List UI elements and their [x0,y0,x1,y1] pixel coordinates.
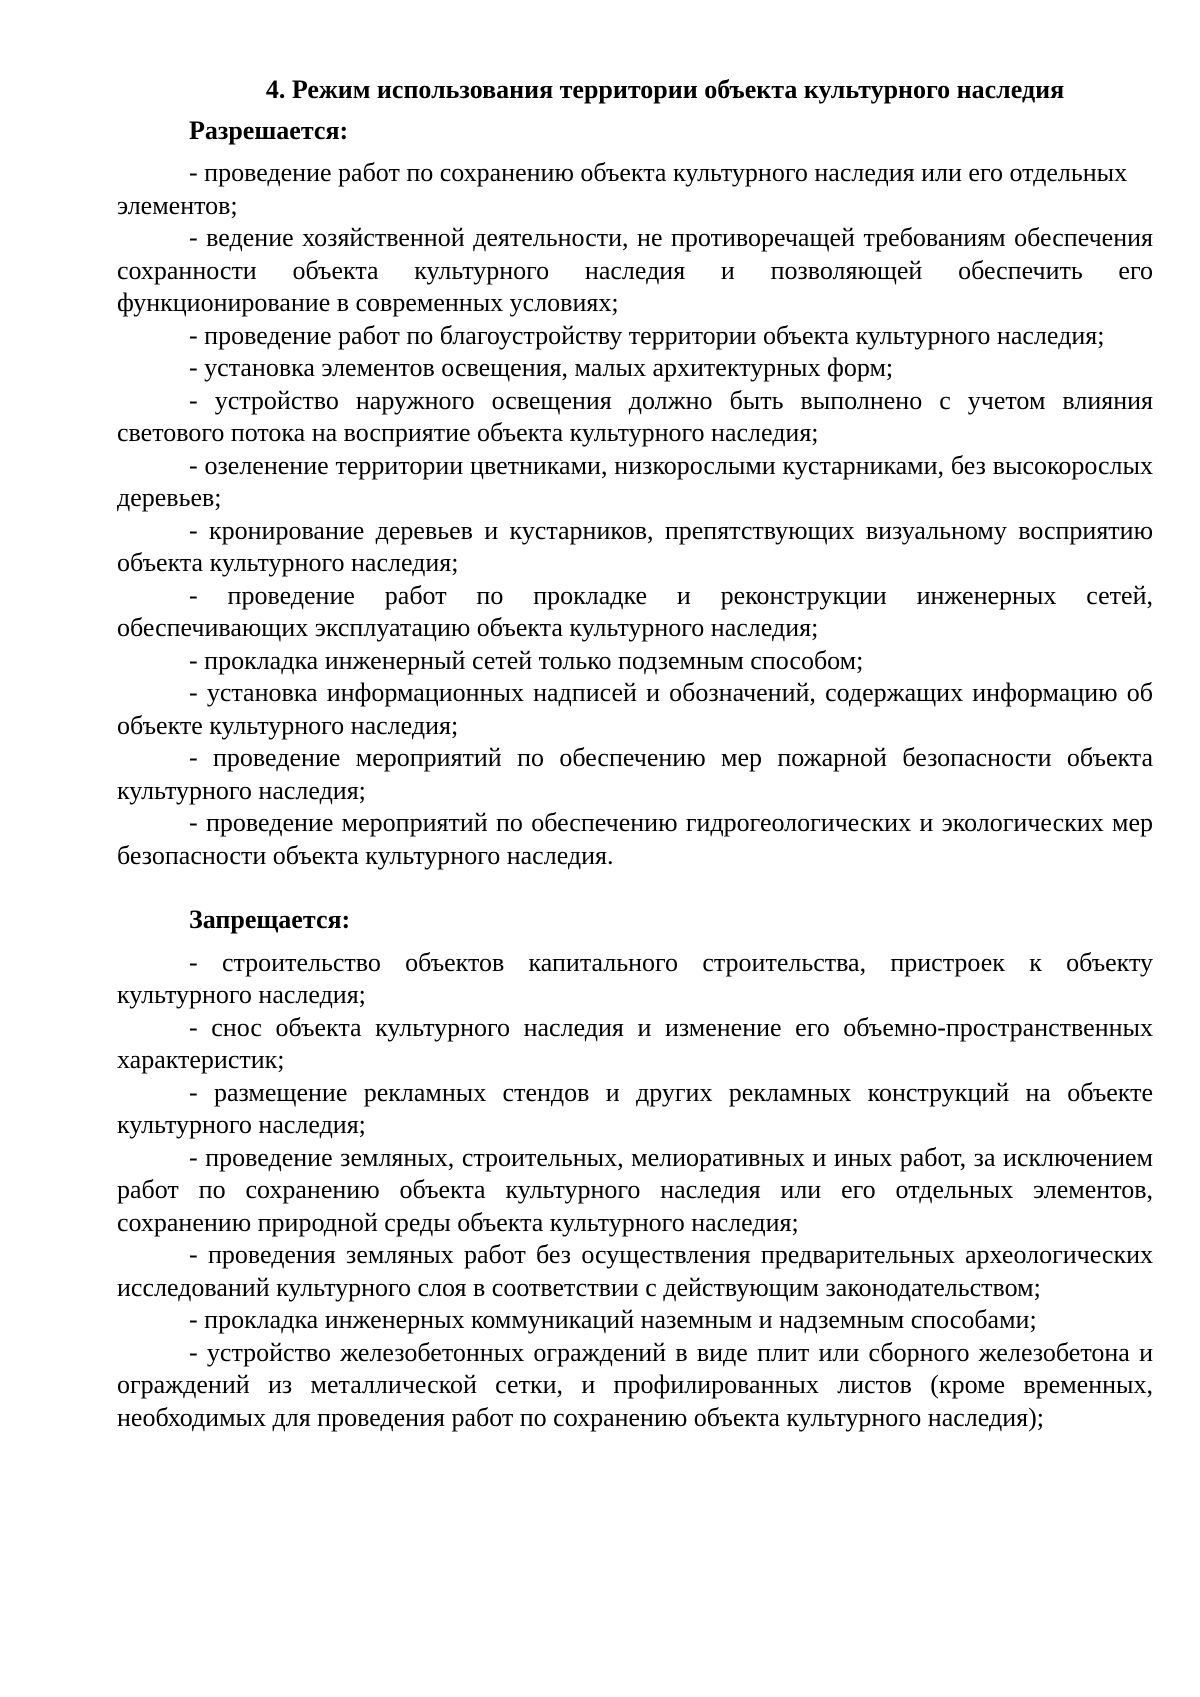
allowed-item: - устройство наружного освещения должно быть выполнено с учетом влияния светового потока на восприятие объекта культурного наследия; [117,385,1153,447]
forbidden-item: - проведения земляных работ без осуществления предварительных археологических исследований культурного слоя в соответствии с действующим законодательством; [117,1240,1153,1302]
forbidden-item: - проведение земляных, строительных, мелиоративных и иных работ, за исключением работ по сохранению объекта культурного наследия или его отдельных элементов, сохранению природной среды объекта культурного наследия; [117,1142,1153,1237]
forbidden-item: - прокладка инженерных коммуникаций наземным и надземным способами; [189,1305,1037,1334]
allowed-list [117,157,1153,872]
allowed-item: - проведение работ по прокладке и реконструкции инженерных сетей, обеспечивающих эксплуатацию объекта культурного наследия; [117,580,1153,642]
forbidden-item: - строительство объектов капитального строительства, пристроек к объекту культурного наследия; [117,947,1153,1009]
allowed-item: - кронирование деревьев и кустарников, препятствующих визуальному восприятию объекта культурного наследия; [117,515,1153,577]
allowed-item: - прокладка инженерный сетей только подземным способом; [189,645,864,675]
allowed-item: - проведение мероприятий по обеспечению мер пожарной безопасности объекта культурного наследия; [117,743,1153,805]
allowed-item: - ведение хозяйственной деятельности, не противоречащей требованиям обеспечения сохранности объекта культурного наследия и позволяющей обеспечить его функционирование в современных условиях; [117,223,1153,317]
allowed-item: элементов; [117,190,238,220]
forbidden-item: - устройство железобетонных ограждений в виде плит или сборного железобетона и ограждений из металлической сетки, и профилированных листов (кроме временных, необходимых для проведения работ по сохранению объекта культурного наследия); [117,1337,1153,1432]
allowed-item: - проведение мероприятий по обеспечению гидрогеологических и экологических мер безопасности объекта культурного наследия. [117,808,1153,870]
allowed-item: - установка элементов освещения, малых архитектурных форм; [189,353,894,382]
allowed-item: - проведение работ по благоустройству территории объекта культурного наследия; [189,320,1105,350]
forbidden-item: - размещение рекламных стендов и других рекламных конструкций на объекте культурного наследия; [117,1077,1153,1139]
forbidden-list [117,947,1153,1435]
allowed-item: - озеленение территории цветниками, низкорослыми кустарниками, без высокорослых деревьев; [117,450,1153,512]
allowed-heading: Разрешается: [189,115,349,145]
allowed-item: - установка информационных надписей и обозначений, содержащих информацию об объекте культурного наследия; [117,678,1153,740]
forbidden-heading: Запрещается: [189,905,351,934]
document-body [117,74,1153,1434]
forbidden-item: - снос объекта культурного наследия и изменение его объемно-пространственных характеристик; [117,1012,1153,1074]
section-title: 4. Режим использования территории объекта культурного наследия [265,75,1065,104]
allowed-item: - проведение работ по сохранению объекта культурного наследия или его отдельных [189,158,1128,187]
